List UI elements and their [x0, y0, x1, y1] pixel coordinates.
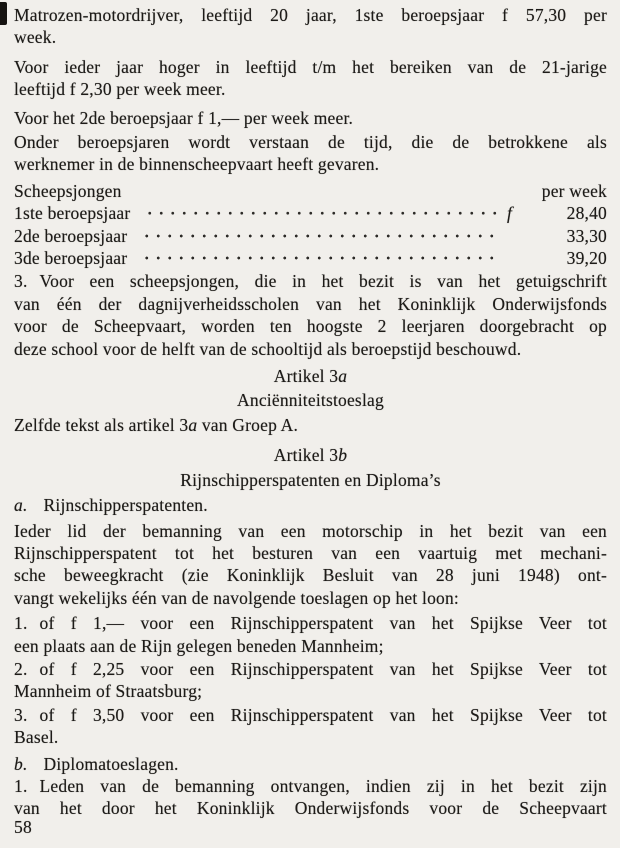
- text-line: Voor het 2de beroepsjaar f 1,— per week meer.: [14, 107, 354, 128]
- dot-leader: [141, 225, 497, 247]
- row-value: 28,40: [566, 203, 607, 224]
- heading-artikel-3b: [14, 444, 607, 466]
- item-number: 1.: [14, 613, 28, 634]
- text-line: [14, 704, 607, 726]
- paragraph-item-b: [14, 753, 607, 775]
- wage-table-header: [14, 180, 607, 202]
- item-number: 3.: [14, 704, 28, 725]
- text-line: [14, 270, 607, 292]
- text-line: leeftijd f 2,30 per week meer.: [14, 79, 226, 100]
- row-value-group: [507, 202, 607, 224]
- page-number: 58: [14, 817, 32, 837]
- paragraph-second-year: [14, 107, 607, 129]
- article-letter: a: [188, 414, 198, 435]
- text-line: werknemer in de binnenscheepvaart heeft gevaren.: [14, 154, 380, 175]
- guilder-sign: f: [507, 203, 513, 224]
- row-value-group: [507, 225, 607, 247]
- paragraph-toeslag-1: [14, 612, 607, 657]
- paragraph-zelfde-tekst: [14, 414, 607, 436]
- paragraph-rijnschipperspatent-intro: [14, 520, 607, 610]
- text-line: [14, 494, 607, 516]
- paragraph-wage-matrozen: [14, 4, 607, 49]
- item-letter: a.: [14, 495, 28, 516]
- row-label: 1ste beroepsjaar: [14, 203, 131, 224]
- text-line: [14, 658, 607, 680]
- row-value: 33,30: [566, 225, 607, 246]
- wage-table-title: Scheepsjongen: [14, 180, 122, 201]
- text-segment: Zelfde tekst als artikel 3: [14, 414, 189, 435]
- text-line: Rijnschipperspatent tot het besturen van een vaartuig met mechani-: [14, 542, 607, 563]
- dot-leader: [141, 247, 497, 269]
- text-line: voor de Scheepvaart, worden ten hoogste 2 leerjaren doorgebracht op: [14, 316, 607, 337]
- item-number: 1.: [14, 776, 28, 796]
- paragraph-toeslag-2: [14, 658, 607, 703]
- scan-artifact-mark: [0, 2, 7, 25]
- table-row: [14, 225, 607, 247]
- text-line: Onder beroepsjaren wordt verstaan de tijd, die de betrokkene als: [14, 132, 607, 153]
- heading-rijnschipperspatenten: Rijnschipperspatenten en Diploma’s: [180, 469, 441, 490]
- row-value: 39,20: [566, 248, 607, 269]
- text-line: van één der dagnijverheidsscholen van het Koninklijk Onderwijsfonds: [14, 293, 607, 314]
- heading-anciennniteitstoeslag: Anciënniteitstoeslag: [237, 389, 384, 410]
- heading-artikel-3a: [14, 365, 607, 387]
- dot-leader: [144, 202, 497, 224]
- text-segment: Diplomatoeslagen.: [43, 753, 179, 774]
- text-line: Matrozen-motordrijver, leeftijd 20 jaar, 1ste beroepsjaar f 57,30 per: [14, 5, 607, 25]
- item-letter: b.: [14, 753, 28, 774]
- table-row: [14, 202, 607, 224]
- heading-text: Artikel 3: [273, 445, 339, 466]
- text-line: van het door het Koninklijk Onderwijsfonds voor de Scheepvaart: [14, 798, 607, 819]
- row-label: 2de beroepsjaar: [14, 225, 128, 246]
- paragraph-toeslag-3: [14, 704, 607, 749]
- heading-letter: a: [338, 366, 348, 387]
- text-segment: of f 3,50 voor een Rijnschipperspatent van het Spijkse Veer tot: [39, 704, 607, 725]
- wage-table-unit: per week: [541, 180, 607, 201]
- text-line: week.: [14, 27, 57, 48]
- paragraph-item-a: [14, 494, 607, 516]
- row-label: 3de beroepsjaar: [14, 248, 128, 269]
- text-segment: of f 1,— voor een Rijnschipperspatent van het Spijkse Veer tot: [39, 613, 607, 634]
- text-line: [14, 414, 607, 436]
- paragraph-scheepsjongen-school: [14, 270, 607, 360]
- text-segment: Rijnschipperspatenten.: [43, 495, 208, 516]
- item-number: 3.: [14, 271, 28, 292]
- text-segment: van Groep A.: [197, 414, 299, 435]
- text-line: een plaats aan de Rijn gelegen beneden Mannheim;: [14, 635, 384, 656]
- item-number: 2.: [14, 658, 28, 679]
- text-line: [14, 775, 607, 797]
- text-line: [14, 612, 607, 634]
- paragraph-diplomatoeslag-1: [14, 775, 607, 820]
- text-line: Basel.: [14, 727, 59, 748]
- text-line: [14, 753, 607, 775]
- text-line: Voor ieder jaar hoger in leeftijd t/m het bereiken van de 21-jarige: [14, 56, 607, 77]
- heading-text: Artikel 3: [273, 366, 339, 387]
- text-segment: of f 2,25 voor een Rijnschipperspatent van het Spijkse Veer tot: [39, 658, 607, 679]
- text-line: Mannheim of Straatsburg;: [14, 681, 203, 702]
- heading-letter: b: [338, 445, 348, 466]
- text-line: Ieder lid der bemanning van een motorschip in het bezit van een: [14, 520, 607, 541]
- table-row: [14, 247, 607, 269]
- wage-table: [14, 180, 607, 270]
- text-line: vangt wekelijks één van de navolgende toeslagen op het loon:: [14, 587, 459, 608]
- paragraph-age-increase: [14, 56, 607, 101]
- text-line: sche beweegkracht (zie Koninklijk Besluit van 28 juni 1948) ont-: [14, 565, 607, 586]
- paragraph-beroepsjaren-definition: [14, 131, 607, 176]
- row-value-group: [507, 247, 607, 269]
- text-segment: Leden van de bemanning ontvangen, indien zij in het bezit zijn: [39, 776, 607, 796]
- text-segment: Voor een scheepsjongen, die in het bezit is van het getuigschrift: [39, 271, 607, 292]
- text-line: deze school voor de helft van de schooltijd als beroepstijd beschouwd.: [14, 338, 522, 359]
